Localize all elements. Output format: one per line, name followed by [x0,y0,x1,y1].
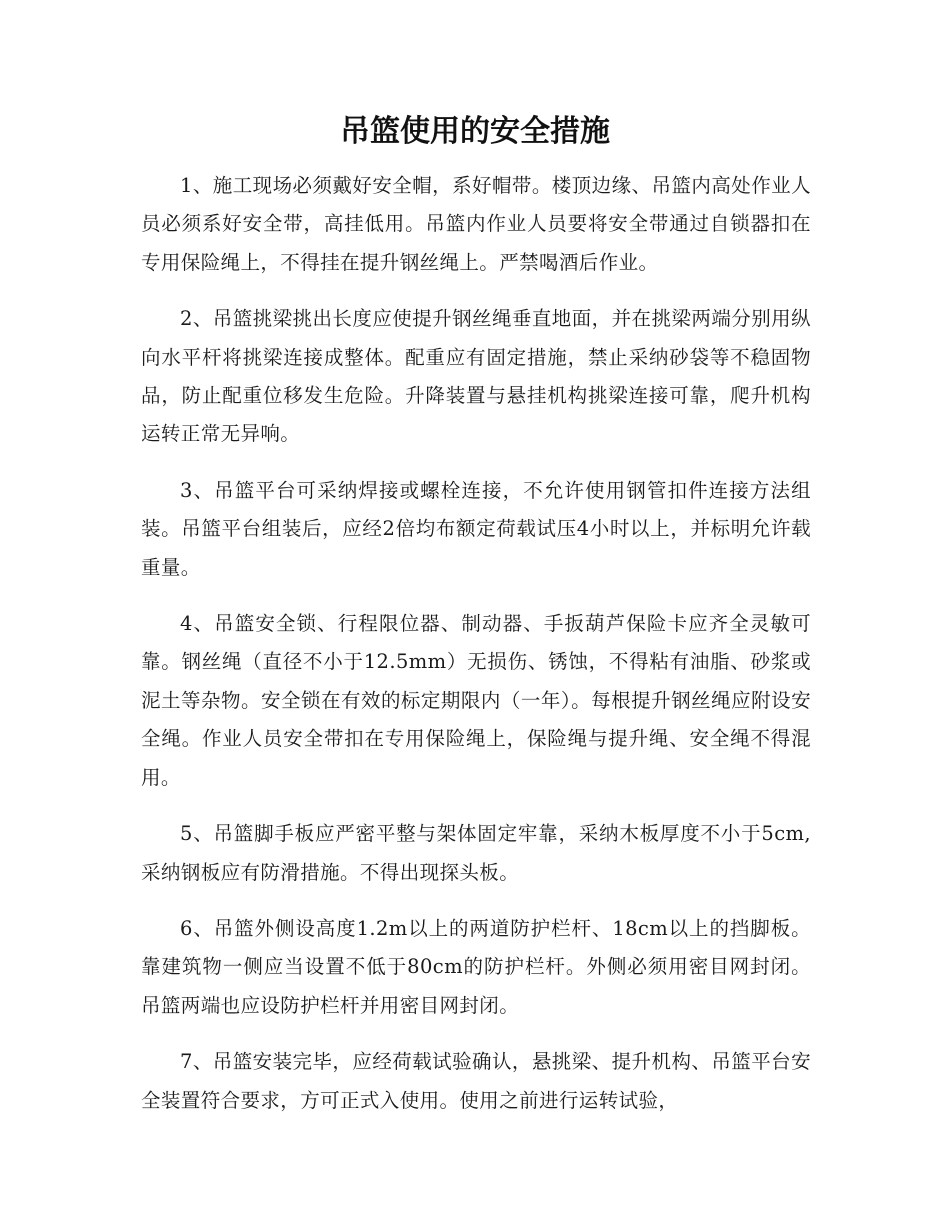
paragraph-3: 3、吊篮平台可采纳焊接或螺栓连接，不允许使用钢管扣件连接方法组装。吊篮平台组装后，应经2倍均布额定荷载试压4小时以上，并标明允许载重量。 [141,478,811,579]
paragraph-5: 5、吊篮脚手板应严密平整与架体固定牢靠，采纳木板厚度不小于5cm,采纳钢板应有防滑措施。不得出现探头板。 [141,822,811,884]
paragraph-4: 4、吊篮安全锁、行程限位器、制动器、手扳葫芦保险卡应齐全灵敏可靠。钢丝绳（直径不小于12.5mm）无损伤、锈蚀，不得粘有油脂、砂浆或泥土等杂物。安全锁在有效的标定期限内（一年）。每根提升钢丝绳应附设安全绳。作业人员安全带扣在专用保险绳上，保险绳与提升绳、安全绳不得混用。 [141,612,811,789]
document-title: 吊篮使用的安全措施 [340,114,610,149]
paragraph-7: 7、吊篮安装完毕，应经荷载试验确认，悬挑梁、提升机构、吊篮平台安全装置符合要求，方可正式入使用。使用之前进行运转试验， [141,1050,811,1112]
paragraph-2: 2、吊篮挑梁挑出长度应使提升钢丝绳垂直地面，并在挑梁两端分别用纵向水平杆将挑梁连接成整体。配重应有固定措施，禁止采纳砂袋等不稳固物品，防止配重位移发生危险。升降装置与悬挂机构挑梁连接可靠，爬升机构运转正常无异响。 [141,307,811,446]
document-body [141,167,811,1138]
paragraph-6: 6、吊篮外侧设高度1.2m以上的两道防护栏杆、18cm以上的挡脚板。靠建筑物一侧应当设置不低于80cm的防护栏杆。外侧必须用密目网封闭。吊篮两端也应设防护栏杆并用密目网封闭。 [141,916,811,1017]
paragraph-1: 1、施工现场必须戴好安全帽，系好帽带。楼顶边缘、吊篮内高处作业人员必须系好安全带，高挂低用。吊篮内作业人员要将安全带通过自锁器扣在专用保险绳上，不得挂在提升钢丝绳上。严禁喝酒后作业。 [141,174,811,274]
